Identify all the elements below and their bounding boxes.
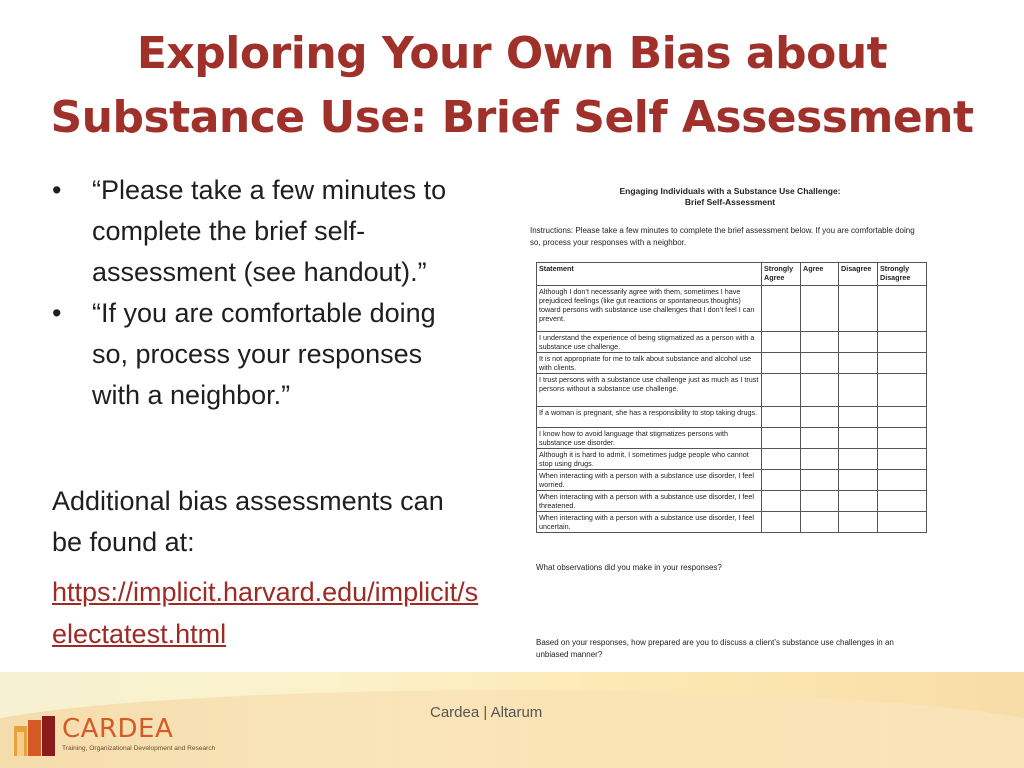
response-cell bbox=[762, 286, 801, 332]
handout-question-1: What observations did you make in your responses? bbox=[536, 563, 722, 572]
title-line-2: Substance Use: Brief Self Assessment bbox=[50, 92, 974, 143]
footer-text: Cardea | Altarum bbox=[430, 704, 543, 721]
statement-cell: I trust persons with a substance use challenge just as much as I trust persons without a substance use challenge. bbox=[537, 374, 762, 407]
response-cell bbox=[839, 512, 878, 533]
title-line-1: Exploring Your Own Bias about bbox=[136, 28, 888, 79]
response-cell bbox=[762, 374, 801, 407]
response-cell bbox=[839, 374, 878, 407]
table-row bbox=[537, 407, 927, 428]
column-header: Strongly Agree bbox=[762, 263, 801, 286]
response-cell bbox=[762, 428, 801, 449]
response-cell bbox=[762, 512, 801, 533]
statement-cell: I know how to avoid language that stigmatizes persons with substance use disorder. bbox=[537, 428, 762, 449]
response-cell bbox=[878, 491, 927, 512]
response-cell bbox=[839, 491, 878, 512]
response-cell bbox=[801, 407, 839, 428]
slide-title bbox=[30, 22, 994, 150]
response-cell bbox=[878, 374, 927, 407]
response-cell bbox=[801, 491, 839, 512]
handout-title bbox=[530, 186, 930, 208]
table-row bbox=[537, 512, 927, 533]
response-cell bbox=[878, 332, 927, 353]
handout-question-2: Based on your responses, how prepared are you to discuss a client’s substance use challenges in an unbiased manner? bbox=[536, 638, 894, 659]
bullet-text: “Please take a few minutes to complete the brief self-assessment (see handout).” bbox=[92, 175, 447, 287]
handout-instructions: Instructions: Please take a few minutes to complete the brief assessment below. If you are comfortable doing so, process your responses with a neighbor. bbox=[530, 226, 915, 247]
response-cell bbox=[878, 470, 927, 491]
table-header-row bbox=[537, 263, 927, 286]
statement-cell: If a woman is pregnant, she has a responsibility to stop taking drugs. bbox=[537, 407, 762, 428]
response-cell bbox=[878, 428, 927, 449]
response-cell bbox=[801, 332, 839, 353]
response-cell bbox=[801, 470, 839, 491]
column-header: Agree bbox=[801, 263, 839, 286]
response-cell bbox=[878, 512, 927, 533]
column-header: Strongly Disagree bbox=[878, 263, 927, 286]
cardea-columns-logo-icon bbox=[14, 716, 56, 756]
statement-cell: Although it is hard to admit, I sometimes judge people who cannot stop using drugs. bbox=[537, 449, 762, 470]
self-assessment-handout bbox=[530, 186, 930, 666]
response-cell bbox=[762, 449, 801, 470]
statement-cell: I understand the experience of being stigmatized as a person with a substance use challenge. bbox=[537, 332, 762, 353]
statement-cell: When interacting with a person with a substance use disorder, I feel worried. bbox=[537, 470, 762, 491]
response-cell bbox=[801, 353, 839, 374]
response-cell bbox=[839, 449, 878, 470]
logo-tagline: Training, Organizational Development and Research bbox=[62, 745, 216, 752]
statement-cell: Although I don’t necessarily agree with them, sometimes I have prejudiced feelings (like gut reactions or spontaneous thoughts) toward persons with substance use challenges that I don’t feel I can prevent. bbox=[537, 286, 762, 332]
bullet-text: “If you are comfortable doing so, process your responses with a neighbor.” bbox=[92, 298, 436, 410]
handout-title-line-1: Engaging Individuals with a Substance Use Challenge: bbox=[619, 186, 841, 196]
response-cell bbox=[839, 332, 878, 353]
response-cell bbox=[839, 286, 878, 332]
assessment-table bbox=[536, 262, 927, 533]
response-cell bbox=[839, 353, 878, 374]
column-header: Disagree bbox=[839, 263, 878, 286]
logo-name: CARDEA bbox=[62, 714, 174, 744]
bullet-marker: • bbox=[52, 175, 62, 205]
response-cell bbox=[839, 428, 878, 449]
response-cell bbox=[878, 353, 927, 374]
table-row bbox=[537, 491, 927, 512]
response-cell bbox=[801, 286, 839, 332]
column-header: Statement bbox=[537, 263, 762, 286]
table-row bbox=[537, 374, 927, 407]
table-row bbox=[537, 286, 927, 332]
response-cell bbox=[878, 286, 927, 332]
response-cell bbox=[762, 470, 801, 491]
statement-cell: It is not appropriate for me to talk about substance and alcohol use with clients. bbox=[537, 353, 762, 374]
statement-cell: When interacting with a person with a substance use disorder, I feel uncertain. bbox=[537, 512, 762, 533]
bullet-marker: • bbox=[52, 298, 62, 328]
statement-cell: When interacting with a person with a substance use disorder, I feel threatened. bbox=[537, 491, 762, 512]
response-cell bbox=[801, 374, 839, 407]
bullet-item bbox=[52, 293, 472, 416]
response-cell bbox=[801, 449, 839, 470]
implicit-harvard-link[interactable]: https://implicit.harvard.edu/implicit/selectatest.html bbox=[52, 577, 479, 649]
table-row bbox=[537, 353, 927, 374]
table-row bbox=[537, 428, 927, 449]
handout-title-line-2: Brief Self-Assessment bbox=[684, 197, 776, 207]
response-cell bbox=[878, 407, 927, 428]
response-cell bbox=[762, 491, 801, 512]
response-cell bbox=[762, 353, 801, 374]
bullet-list bbox=[52, 170, 472, 416]
response-cell bbox=[839, 407, 878, 428]
cardea-logo bbox=[14, 714, 274, 764]
response-cell bbox=[762, 407, 801, 428]
response-cell bbox=[762, 332, 801, 353]
response-cell bbox=[839, 470, 878, 491]
bullet-item bbox=[52, 170, 472, 293]
table-row bbox=[537, 470, 927, 491]
table-row bbox=[537, 332, 927, 353]
table-row bbox=[537, 449, 927, 470]
response-cell bbox=[801, 428, 839, 449]
additional-assessments-text: Additional bias assessments can be found at: bbox=[52, 486, 444, 557]
response-cell bbox=[801, 512, 839, 533]
response-cell bbox=[878, 449, 927, 470]
